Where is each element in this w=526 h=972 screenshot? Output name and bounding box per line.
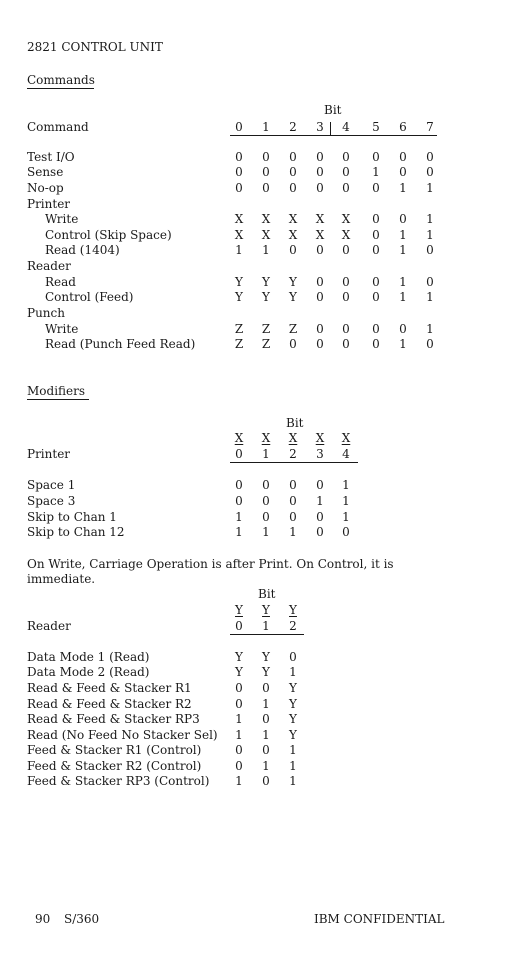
printer-modifier-bit-value: 0 (316, 478, 324, 492)
commands-bit-value: 0 (235, 150, 243, 164)
commands-bit-header: 2 (289, 120, 297, 134)
reader-modifier-bit-value: Y (289, 697, 297, 711)
commands-bit-value: 0 (262, 165, 270, 179)
printer-modifier-bit-value: 0 (289, 510, 297, 524)
commands-bit-value: 1 (426, 228, 434, 242)
reader-modifier-row-label: Data Mode 2 (Read) (27, 665, 150, 679)
printer-modifier-bit-header: 2 (289, 447, 297, 461)
reader-modifier-bit-value: 1 (262, 728, 270, 742)
commands-bit-value: 0 (289, 181, 297, 195)
commands-bit-value: 0 (289, 243, 297, 257)
commands-heading: Commands (27, 73, 95, 87)
reader-modifier-bit-header: 2 (289, 619, 297, 633)
printer-modifier-row-label: Space 1 (27, 478, 76, 492)
printer-modifier-bit-header: 1 (262, 447, 270, 461)
reader-modifier-bit-value: 1 (235, 712, 243, 726)
commands-bit-value: Y (235, 275, 243, 289)
commands-bit-value: 0 (289, 337, 297, 351)
modifiers-heading-underline (27, 399, 89, 400)
footer-page-number: 90 (35, 912, 51, 926)
commands-bit-value: 1 (399, 243, 407, 257)
reader-modifier-row-label: Read & Feed & Stacker RP3 (27, 712, 200, 726)
reader-modifier-header-rule (230, 634, 304, 635)
commands-bit-value: 0 (399, 212, 407, 226)
commands-bit-value: X (315, 212, 325, 226)
commands-bit-value: 0 (316, 150, 324, 164)
commands-bit-header: 6 (399, 120, 407, 134)
reader-modifier-bit-value: Y (289, 728, 297, 742)
reader-modifier-bit-value: 1 (235, 774, 243, 788)
footer-series: S/360 (64, 912, 100, 926)
commands-bit-value: 0 (372, 322, 380, 336)
commands-bit-value: Y (289, 290, 297, 304)
reader-modifier-y-header: Y (289, 603, 297, 617)
commands-bit-value: 1 (372, 165, 380, 179)
reader-modifier-y-header: Y (235, 603, 243, 617)
commands-row-label: No-op (27, 181, 64, 195)
printer-modifier-bit-value: 0 (342, 525, 350, 539)
commands-bit-value: 1 (399, 337, 407, 351)
printer-modifier-column-label: Printer (27, 447, 71, 461)
commands-bit-value: 1 (235, 243, 243, 257)
commands-bit-value: X (341, 228, 351, 242)
commands-bit-value: 0 (262, 150, 270, 164)
commands-bit-value: 0 (426, 165, 434, 179)
commands-bit-value: 1 (399, 228, 407, 242)
commands-bit-value: 0 (289, 165, 297, 179)
reader-modifier-bit-value: 1 (289, 774, 297, 788)
commands-row-label: Test I/O (27, 150, 75, 164)
reader-modifier-bit-value: Y (235, 650, 243, 664)
commands-group-label: Punch (27, 306, 65, 320)
commands-bit-value: 0 (342, 150, 350, 164)
commands-bit-value: 0 (372, 290, 380, 304)
commands-row-label: Read (1404) (45, 243, 120, 257)
printer-modifier-bit-value: 1 (342, 494, 350, 508)
carriage-note-line1: On Write, Carriage Operation is after Print. On Control, it is (27, 557, 394, 571)
commands-bit-value: 0 (426, 275, 434, 289)
reader-modifier-bit-value: 1 (235, 728, 243, 742)
printer-modifier-bit-value: 0 (235, 478, 243, 492)
reader-modifier-bit-header: 0 (235, 619, 243, 633)
commands-bit-header: 1 (262, 120, 270, 134)
printer-modifier-x-header: X (315, 431, 325, 445)
printer-modifier-row-label: Space 3 (27, 494, 76, 508)
commands-bit-value: 1 (399, 181, 407, 195)
printer-modifier-row-label: Skip to Chan 12 (27, 525, 125, 539)
commands-group-label: Reader (27, 259, 71, 273)
commands-bit-value: 0 (372, 275, 380, 289)
commands-bit-value: 0 (372, 181, 380, 195)
reader-modifier-bit-value: 0 (262, 712, 270, 726)
reader-modifier-bit-value: 0 (235, 697, 243, 711)
printer-modifier-x-header: X (261, 431, 271, 445)
page-title: 2821 CONTROL UNIT (27, 40, 163, 54)
commands-bit-value: Z (288, 322, 298, 336)
commands-bit-value: 1 (426, 212, 434, 226)
reader-modifier-bit-value: 0 (262, 681, 270, 695)
commands-bit-value: 0 (342, 275, 350, 289)
reader-modifier-bit-header: 1 (262, 619, 270, 633)
commands-bit-value: 0 (342, 181, 350, 195)
printer-modifier-row-label: Skip to Chan 1 (27, 510, 117, 524)
commands-bit-value: 0 (342, 243, 350, 257)
commands-bit-header: 3 (316, 120, 324, 134)
commands-bit-value: Z (234, 337, 244, 351)
commands-row-label: Control (Skip Space) (45, 228, 172, 242)
reader-modifier-bit-value: 0 (235, 743, 243, 757)
printer-modifier-bit-label: Bit (286, 416, 304, 430)
commands-bit-value: 0 (316, 165, 324, 179)
reader-modifier-row-label: Read & Feed & Stacker R1 (27, 681, 192, 695)
reader-modifier-row-label: Read & Feed & Stacker R2 (27, 697, 192, 711)
commands-bit-value: 0 (342, 290, 350, 304)
commands-bit-value: Z (261, 337, 271, 351)
commands-bit-value: 0 (262, 181, 270, 195)
commands-heading-underline (27, 88, 94, 89)
commands-bit-value: 0 (316, 275, 324, 289)
reader-modifier-bit-value: 1 (289, 743, 297, 757)
commands-bit-header: 7 (426, 120, 434, 134)
commands-bit-value: 0 (399, 165, 407, 179)
commands-bit-value: Z (234, 322, 244, 336)
commands-bit-value: Y (235, 290, 243, 304)
commands-bit-value: Y (262, 275, 270, 289)
commands-column-label: Command (27, 120, 89, 134)
reader-modifier-bit-value: Y (262, 650, 270, 664)
reader-modifier-column-label: Reader (27, 619, 71, 633)
commands-bit-value: X (234, 228, 244, 242)
printer-modifier-x-header: X (234, 431, 244, 445)
printer-modifier-bit-header: 4 (342, 447, 350, 461)
printer-modifier-bit-value: 1 (235, 525, 243, 539)
reader-modifier-bit-value: 1 (289, 665, 297, 679)
commands-header-divider (330, 122, 331, 135)
commands-bit-value: X (341, 212, 351, 226)
commands-bit-label: Bit (324, 103, 342, 117)
printer-modifier-bit-value: 0 (289, 494, 297, 508)
commands-bit-value: 0 (316, 322, 324, 336)
reader-modifier-bit-value: 0 (262, 774, 270, 788)
printer-modifier-bit-header: 3 (316, 447, 324, 461)
commands-bit-value: Z (261, 322, 271, 336)
commands-bit-value: 0 (316, 181, 324, 195)
reader-modifier-bit-label: Bit (258, 587, 276, 601)
reader-modifier-bit-value: Y (289, 681, 297, 695)
footer-classification: IBM CONFIDENTIAL (314, 912, 445, 926)
printer-modifier-bit-value: 1 (316, 494, 324, 508)
reader-modifier-bit-value: 0 (289, 650, 297, 664)
printer-modifier-bit-value: 0 (262, 510, 270, 524)
reader-modifier-bit-value: 1 (262, 759, 270, 773)
printer-modifier-bit-value: 0 (316, 525, 324, 539)
commands-row-label: Read (Punch Feed Read) (45, 337, 196, 351)
commands-bit-value: 0 (235, 181, 243, 195)
commands-bit-value: 0 (316, 290, 324, 304)
printer-modifier-header-rule (230, 462, 358, 463)
commands-bit-value: 0 (372, 337, 380, 351)
reader-modifier-bit-value: Y (289, 712, 297, 726)
commands-bit-value: 1 (399, 290, 407, 304)
carriage-note-line2: immediate. (27, 572, 96, 586)
printer-modifier-x-header: X (288, 431, 298, 445)
printer-modifier-x-header: X (341, 431, 351, 445)
reader-modifier-y-header: Y (262, 603, 270, 617)
commands-bit-value: 0 (426, 150, 434, 164)
printer-modifier-bit-value: 1 (235, 510, 243, 524)
commands-bit-header: 5 (372, 120, 380, 134)
commands-bit-value: 0 (426, 337, 434, 351)
commands-bit-value: X (234, 212, 244, 226)
commands-bit-value: X (261, 228, 271, 242)
commands-bit-value: X (288, 228, 298, 242)
commands-bit-value: 0 (342, 322, 350, 336)
commands-row-label: Sense (27, 165, 64, 179)
commands-row-label: Write (45, 212, 79, 226)
commands-bit-header: 4 (342, 120, 350, 134)
commands-bit-value: 0 (342, 165, 350, 179)
commands-bit-value: 0 (399, 150, 407, 164)
commands-bit-value: 0 (372, 228, 380, 242)
reader-modifier-bit-value: 1 (289, 759, 297, 773)
commands-row-label: Read (45, 275, 76, 289)
printer-modifier-bit-value: 1 (342, 478, 350, 492)
modifiers-heading: Modifiers (27, 384, 86, 398)
commands-bit-value: 1 (426, 322, 434, 336)
printer-modifier-bit-value: 1 (262, 525, 270, 539)
commands-bit-value: 0 (399, 322, 407, 336)
commands-bit-value: 0 (316, 337, 324, 351)
commands-bit-value: 0 (316, 243, 324, 257)
reader-modifier-bit-value: 1 (262, 697, 270, 711)
commands-bit-value: 0 (342, 337, 350, 351)
commands-bit-value: X (261, 212, 271, 226)
commands-bit-value: 1 (426, 181, 434, 195)
printer-modifier-bit-value: 0 (262, 494, 270, 508)
reader-modifier-row-label: Feed & Stacker RP3 (Control) (27, 774, 210, 788)
commands-bit-value: 1 (399, 275, 407, 289)
printer-modifier-bit-value: 1 (342, 510, 350, 524)
commands-bit-value: 0 (426, 243, 434, 257)
commands-header-rule (230, 135, 437, 136)
reader-modifier-bit-value: Y (235, 665, 243, 679)
commands-bit-value: 0 (372, 243, 380, 257)
commands-bit-value: 0 (289, 150, 297, 164)
printer-modifier-bit-value: 0 (235, 494, 243, 508)
printer-modifier-bit-value: 0 (316, 510, 324, 524)
commands-row-label: Control (Feed) (45, 290, 134, 304)
commands-bit-value: Y (262, 290, 270, 304)
printer-modifier-bit-value: 0 (262, 478, 270, 492)
commands-bit-value: Y (289, 275, 297, 289)
commands-bit-value: 0 (372, 150, 380, 164)
printer-modifier-bit-header: 0 (235, 447, 243, 461)
printer-modifier-bit-value: 1 (289, 525, 297, 539)
commands-bit-value: 0 (235, 165, 243, 179)
commands-bit-value: X (315, 228, 325, 242)
reader-modifier-bit-value: 0 (235, 681, 243, 695)
reader-modifier-bit-value: 0 (262, 743, 270, 757)
commands-row-label: Write (45, 322, 79, 336)
commands-group-label: Printer (27, 197, 71, 211)
printer-modifier-bit-value: 0 (289, 478, 297, 492)
reader-modifier-bit-value: 0 (235, 759, 243, 773)
reader-modifier-row-label: Read (No Feed No Stacker Sel) (27, 728, 218, 742)
commands-bit-value: 1 (262, 243, 270, 257)
reader-modifier-row-label: Data Mode 1 (Read) (27, 650, 150, 664)
reader-modifier-bit-value: Y (262, 665, 270, 679)
commands-bit-value: X (288, 212, 298, 226)
commands-bit-value: 1 (426, 290, 434, 304)
reader-modifier-row-label: Feed & Stacker R2 (Control) (27, 759, 202, 773)
commands-bit-value: 0 (372, 212, 380, 226)
reader-modifier-row-label: Feed & Stacker R1 (Control) (27, 743, 202, 757)
commands-bit-header: 0 (235, 120, 243, 134)
